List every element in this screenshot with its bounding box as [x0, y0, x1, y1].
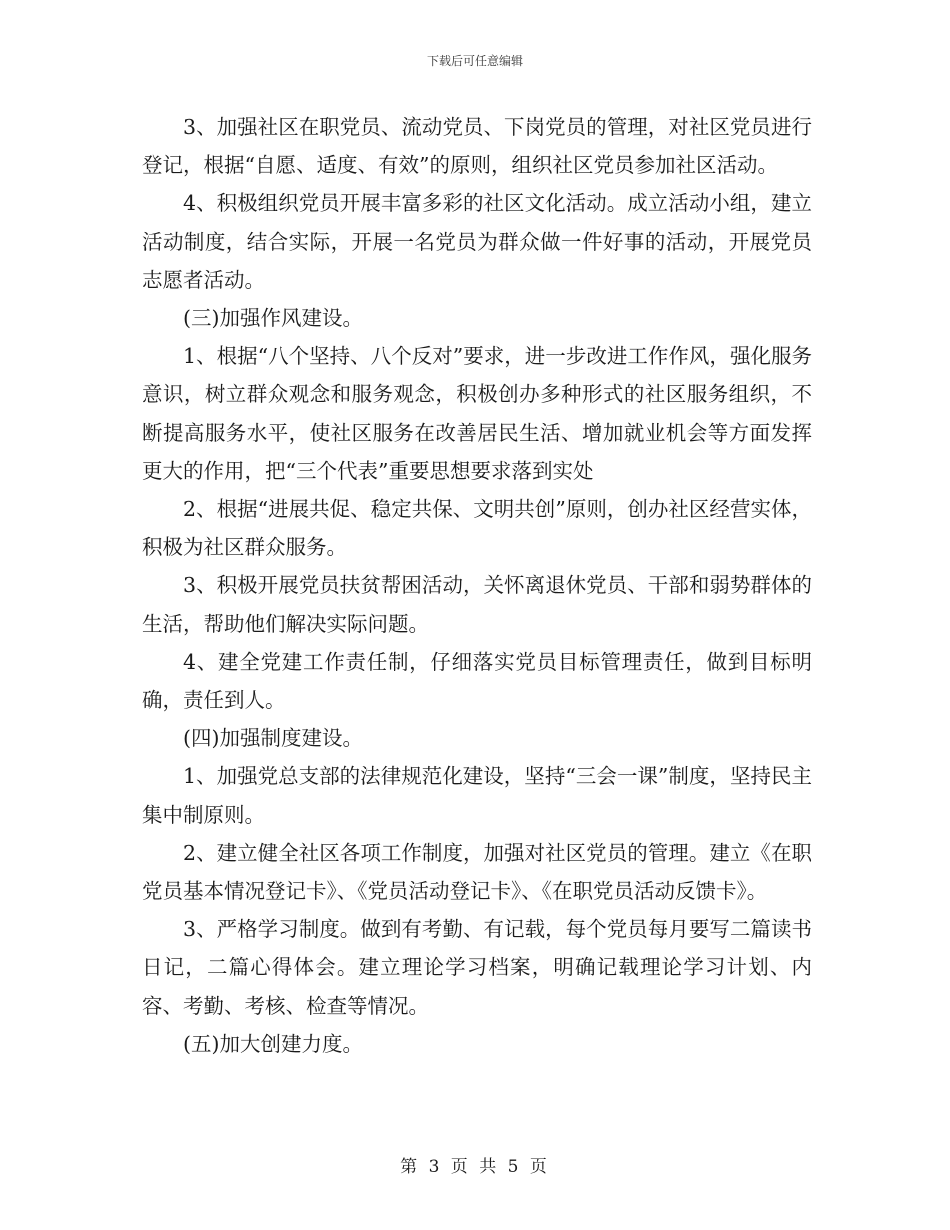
document-body	[142, 108, 812, 1063]
paragraph-1: 3、加强社区在职党员、流动党员、下岗党员的管理，对社区党员进行登记，根据“自愿、适度、有效”的原则，组织社区党员参加社区活动。	[142, 115, 812, 178]
section-heading-3: (三)加强作风建设。	[183, 306, 363, 331]
paragraph-7: 4、建全党建工作责任制，仔细落实党员目标管理责任，做到目标明确，责任到人。	[142, 649, 812, 713]
section-heading-5: (五)加大创建力度。	[183, 1031, 363, 1056]
paragraph-11: 3、严格学习制度。做到有考勤、有记载，每个党员每月要写二篇读书日记，二篇心得体会。建立理论学习档案，明确记载理论学习计划、内容、考勤、考核、检查等情况。	[142, 917, 812, 1018]
paragraph-5: 2、根据“进展共促、稳定共保、文明共创”原则，创办社区经营实体，积极为社区群众服务。	[142, 497, 812, 560]
paragraph-6: 3、积极开展党员扶贫帮困活动，关怀离退休党员、干部和弱势群体的生活，帮助他们解决实际问题。	[142, 573, 812, 636]
paragraph-10: 2、建立健全社区各项工作制度，加强对社区党员的管理。建立《在职党员基本情况登记卡》、《党员活动登记卡》、《在职党员活动反馈卡》。	[142, 840, 812, 904]
section-heading-4: (四)加强制度建设。	[183, 726, 363, 751]
paragraph-9: 1、加强党总支部的法律规范化建设，坚持“三会一课”制度，坚持民主集中制原则。	[142, 764, 812, 827]
paragraph-2: 4、积极组织党员开展丰富多彩的社区文化活动。成立活动小组，建立活动制度，结合实际，开展一名党员为群众做一件好事的活动，开展党员志愿者活动。	[142, 191, 812, 292]
page-header: 下载后可任意编辑	[426, 54, 523, 68]
page-footer: 第 3 页 共 5 页	[400, 1157, 550, 1177]
paragraph-4: 1、根据“八个坚持、八个反对”要求，进一步改进工作作风，强化服务意识，树立群众观念和服务观念，积极创办多种形式的社区服务组织，不断提高服务水平，使社区服务在改善居民生活、增加就业机会等方面发挥更大的作用，把“三个代表”重要思想要求落到实处	[142, 344, 812, 483]
